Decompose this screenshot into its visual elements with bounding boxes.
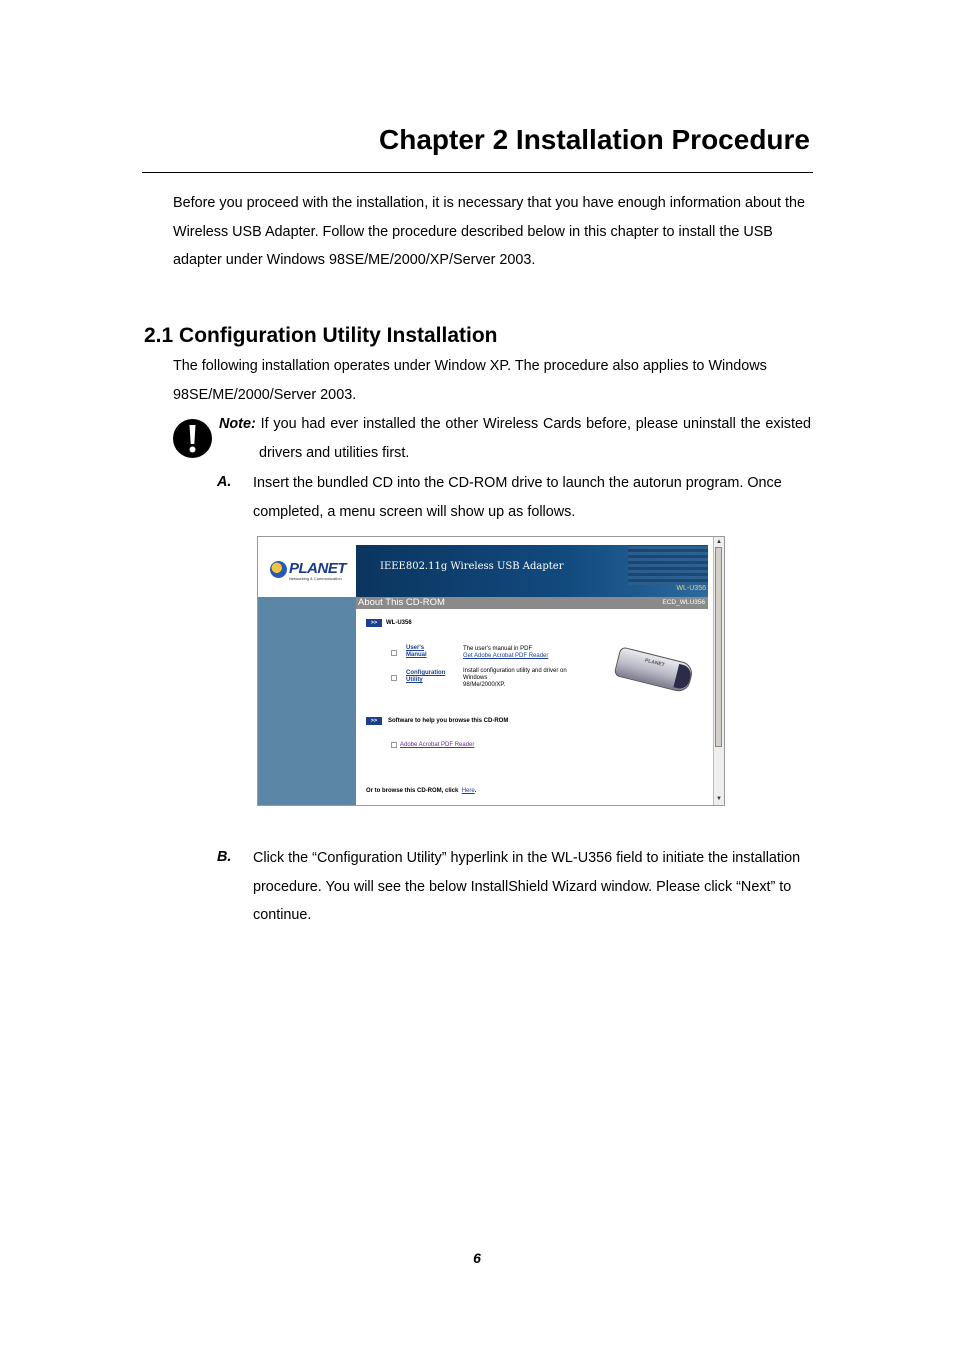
note-line-2: drivers and utilities first. xyxy=(259,445,410,461)
scroll-up-arrow-icon[interactable]: ▲ xyxy=(716,539,722,545)
usb-brand: PLANET xyxy=(644,657,666,669)
network-rack-image xyxy=(628,545,708,585)
users-manual-link-line1[interactable]: User's xyxy=(406,645,425,651)
config-utility-link-line2[interactable]: Utility xyxy=(406,677,423,683)
config-desc-line2: Windows xyxy=(463,675,488,681)
browse-line xyxy=(366,788,476,795)
section-title: 2.1 Configuration Utility Installation xyxy=(144,324,498,347)
manual-desc-text: The user's manual in PDF xyxy=(463,646,533,652)
config-utility-link-line1[interactable]: Configuration xyxy=(406,670,446,676)
logo-subtitle: Networking & Communication xyxy=(289,576,342,581)
note-line-1 xyxy=(219,410,811,439)
browse-end: . xyxy=(474,788,477,794)
step-b-text: Click the “Configuration Utility” hyperlink in the WL-U356 field to initiate the installation procedure. You will see the below InstallShield Wizard window. Please click “Next” to continue. xyxy=(253,850,801,923)
configuration-utility-link[interactable] xyxy=(406,670,445,684)
menu-title-bar xyxy=(356,597,708,609)
section-tag: >> xyxy=(366,717,382,725)
chapter-title: Chapter 2 Installation Procedure xyxy=(379,124,810,155)
intro-paragraph: Before you proceed with the installation, it is necessary that you have enough information about the Wireless USB Adapter. Follow the procedure described below in this chapter to install the USB adapter under Windows 98SE/ME/2000/XP/Server 2003. xyxy=(173,195,805,268)
planet-globe-icon xyxy=(270,561,287,578)
step-a-letter: A. xyxy=(217,474,232,490)
config-desc-line3: 98/Me/2000/XP. xyxy=(463,682,506,688)
scroll-down-arrow-icon[interactable]: ▼ xyxy=(716,796,722,802)
scrollbar[interactable] xyxy=(713,537,724,805)
step-a-text: Insert the bundled CD into the CD-ROM drive to launch the autorun program. Once completed, a menu screen will show up as follows. xyxy=(253,475,782,520)
config-description xyxy=(463,668,567,689)
checkbox-icon xyxy=(391,742,397,748)
logo-text: PLANET xyxy=(289,560,346,577)
bar-code: ECD_WLU356 xyxy=(662,599,705,606)
cd-menu-screenshot xyxy=(257,536,725,806)
menu-sidebar xyxy=(258,597,356,805)
adobe-reader-link[interactable]: Adobe Acrobat PDF Reader xyxy=(400,742,475,748)
browse-text: Or to browse this CD-ROM, click xyxy=(366,788,459,794)
menu-header xyxy=(356,545,708,597)
section-wl-u356: WL-U356 xyxy=(386,620,412,626)
users-manual-link-line2[interactable]: Manual xyxy=(406,652,427,658)
title-rule xyxy=(142,172,813,173)
page-number: 6 xyxy=(473,1250,481,1266)
note-text-1: If you had ever installed the other Wireless Cards before, please uninstall the existed xyxy=(260,416,811,432)
config-desc-line1: Install configuration utility and driver on xyxy=(463,668,567,674)
users-manual-link[interactable] xyxy=(406,645,427,659)
get-acrobat-link[interactable]: Get Adobe Acrobat PDF Reader xyxy=(463,653,549,659)
section-paragraph: The following installation operates under Window XP. The procedure also applies to Windows 98SE/ME/2000/Server 2003. xyxy=(173,358,767,403)
step-b-letter: B. xyxy=(217,849,232,865)
usb-adapter-image xyxy=(613,646,694,693)
manual-description xyxy=(463,646,548,660)
scroll-thumb[interactable] xyxy=(715,547,722,747)
checkbox-icon xyxy=(391,675,397,681)
section-tag: >> xyxy=(366,619,382,627)
bar-title: About This CD-ROM xyxy=(358,597,445,608)
checkbox-icon xyxy=(391,650,397,656)
browse-here-link[interactable]: Here xyxy=(461,788,475,794)
section-software: Software to help you browse this CD-ROM xyxy=(388,718,509,724)
planet-logo xyxy=(258,537,356,597)
usb-cap xyxy=(673,664,692,691)
warning-exclamation-icon xyxy=(172,418,213,459)
header-code: WL-U356 xyxy=(676,585,706,592)
header-title: IEEE802.11g Wireless USB Adapter xyxy=(380,561,564,572)
note-label: Note: xyxy=(219,416,256,432)
